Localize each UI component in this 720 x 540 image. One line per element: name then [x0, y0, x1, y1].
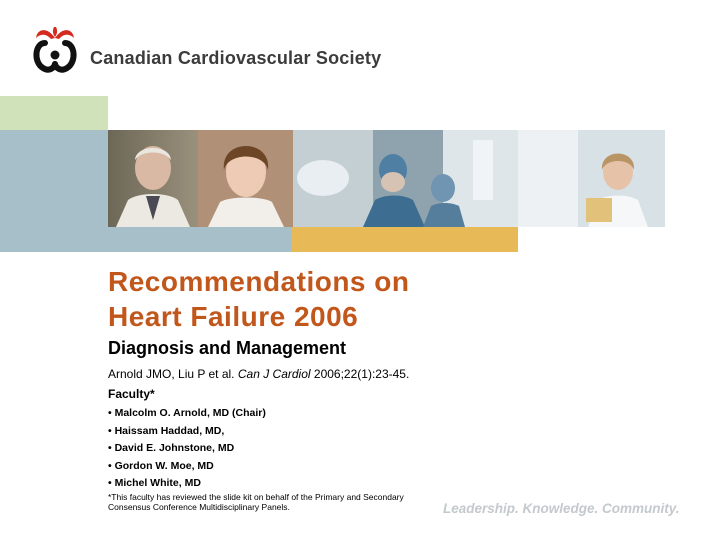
faculty-list	[108, 405, 266, 493]
faculty-member: • Haissam Haddad, MD,	[108, 424, 225, 437]
faculty-member: • Malcolm O. Arnold, MD (Chair)	[108, 407, 266, 419]
blue-band-bottom	[108, 227, 292, 252]
blue-band	[0, 130, 108, 252]
title-line-2: Heart Failure 2006	[108, 301, 359, 332]
ccs-heart-logo-icon	[30, 24, 80, 76]
faculty-footnote: *This faculty has reviewed the slide kit on behalf of the Primary and Secondary Consensus Conference Multidisciplinary Panels.	[108, 492, 404, 512]
yellow-band	[292, 227, 518, 252]
organization-name: Canadian Cardiovascular Society	[90, 48, 382, 68]
presentation-title	[108, 264, 409, 334]
tagline: Leadership. Knowledge. Community.	[443, 501, 680, 516]
citation-journal: Can J Cardiol	[237, 367, 311, 381]
photo-nurse-on-phone	[518, 130, 665, 227]
title-line-1: Recommendations on	[108, 266, 410, 297]
citation	[108, 367, 409, 381]
faculty-member: • Gordon W. Moe, MD	[108, 459, 214, 472]
green-band	[0, 96, 108, 130]
faculty-member: • Michel White, MD	[108, 477, 201, 489]
faculty-member: • David E. Johnstone, MD	[108, 442, 235, 454]
photo-surgical-team	[293, 130, 518, 227]
citation-authors: Arnold JMO, Liu P et al.	[108, 367, 235, 381]
faculty-heading: Faculty*	[108, 387, 155, 401]
photo-senior-doctor	[108, 130, 198, 227]
photo-female-doctor	[198, 130, 293, 227]
citation-details: 2006;22(1):23-45.	[313, 367, 410, 381]
subtitle: Diagnosis and Management	[108, 338, 347, 358]
